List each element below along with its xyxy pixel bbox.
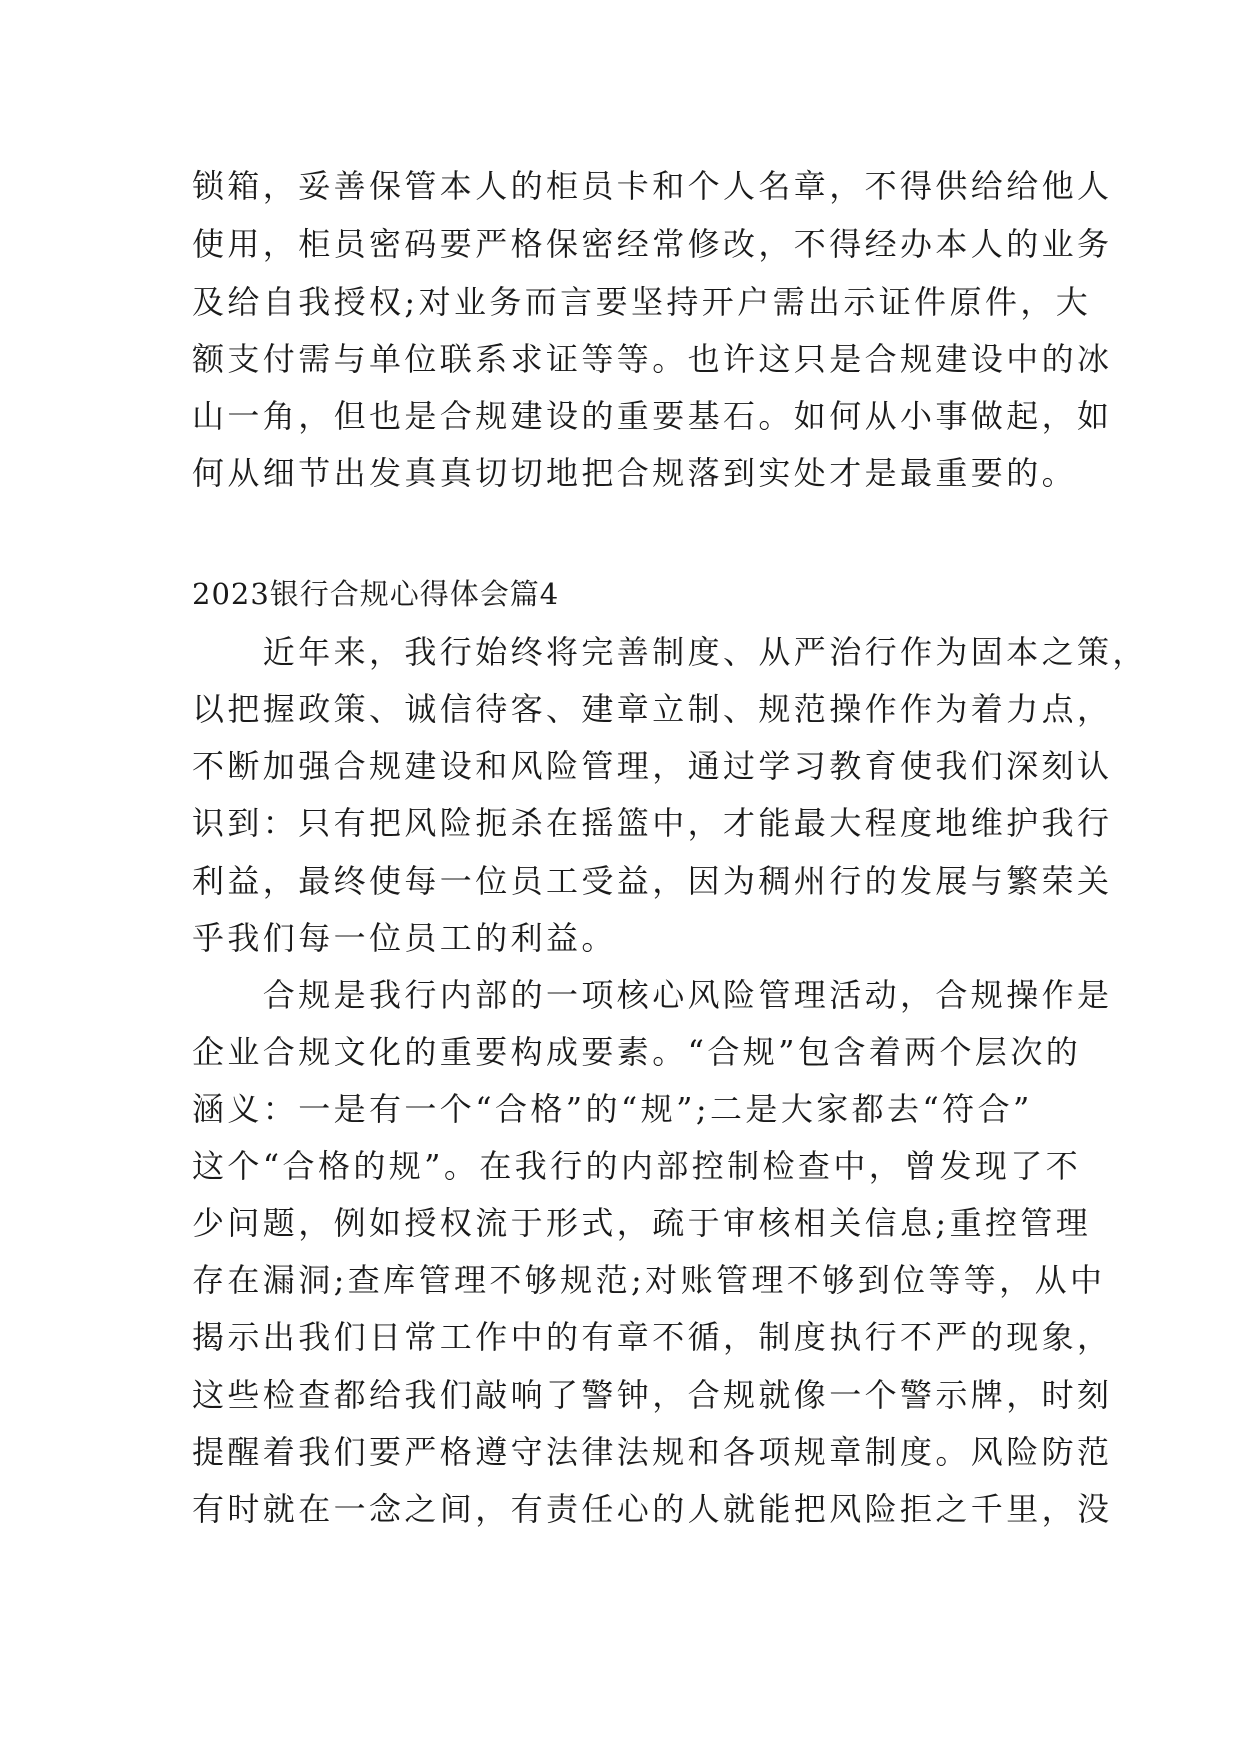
paragraph-line: 揭示出我们日常工作中的有章不循，制度执行不严的现象，	[192, 1318, 1113, 1356]
paragraph-line: 乎我们每一位员工的利益。	[192, 919, 617, 957]
paragraph-line: 锁箱，妥善保管本人的柜员卡和个人名章，不得供给给他人	[192, 167, 1113, 205]
paragraph-line: 以把握政策、诚信待客、建章立制、规范操作作为着力点，	[192, 690, 1113, 728]
paragraph-line: 企业合规文化的重要构成要素。“合规”包含着两个层次的	[192, 1033, 1082, 1071]
paragraph-line: 有时就在一念之间，有责任心的人就能把风险拒之千里，没	[192, 1490, 1113, 1528]
paragraph-line: 利益，最终使每一位员工受益，因为稠州行的发展与繁荣关	[192, 862, 1113, 900]
paragraph-line: 使用，柜员密码要严格保密经常修改，不得经办本人的业务	[192, 225, 1113, 263]
paragraph-line: 不断加强合规建设和风险管理，通过学习教育使我们深刻认	[192, 747, 1113, 785]
paragraph-line: 合规是我行内部的一项核心风险管理活动，合规操作是	[192, 976, 1113, 1014]
paragraph-line: 这个“合格的规”。在我行的内部控制检查中，曾发现了不	[192, 1147, 1082, 1185]
paragraph-line: 提醒着我们要严格遵守法律法规和各项规章制度。风险防范	[192, 1433, 1113, 1471]
paragraph-line: 这些检查都给我们敲响了警钟，合规就像一个警示牌，时刻	[192, 1376, 1113, 1414]
paragraph-line: 识到：只有把风险扼杀在摇篮中，才能最大程度地维护我行	[192, 804, 1113, 842]
paragraph-line: 近年来，我行始终将完善制度、从严治行作为固本之策，	[192, 633, 1148, 671]
paragraph-line: 及给自我授权;对业务而言要坚持开户需出示证件原件，大	[192, 283, 1092, 321]
paragraph-line: 山一角，但也是合规建设的重要基石。如何从小事做起，如	[192, 397, 1113, 435]
paragraph-line: 少问题，例如授权流于形式，疏于审核相关信息;重控管理	[192, 1204, 1092, 1242]
paragraph-line: 涵义：一是有一个“合格”的“规”;二是大家都去“符合”	[192, 1090, 1033, 1128]
paragraph-line: 何从细节出发真真切切地把合规落到实处才是最重要的。	[192, 454, 1078, 492]
section-heading: 2023银行合规心得体会篇4	[192, 577, 560, 611]
paragraph-line: 额支付需与单位联系求证等等。也许这只是合规建设中的冰	[192, 340, 1113, 378]
paragraph-line: 存在漏洞;查库管理不够规范;对账管理不够到位等等，从中	[192, 1261, 1106, 1299]
